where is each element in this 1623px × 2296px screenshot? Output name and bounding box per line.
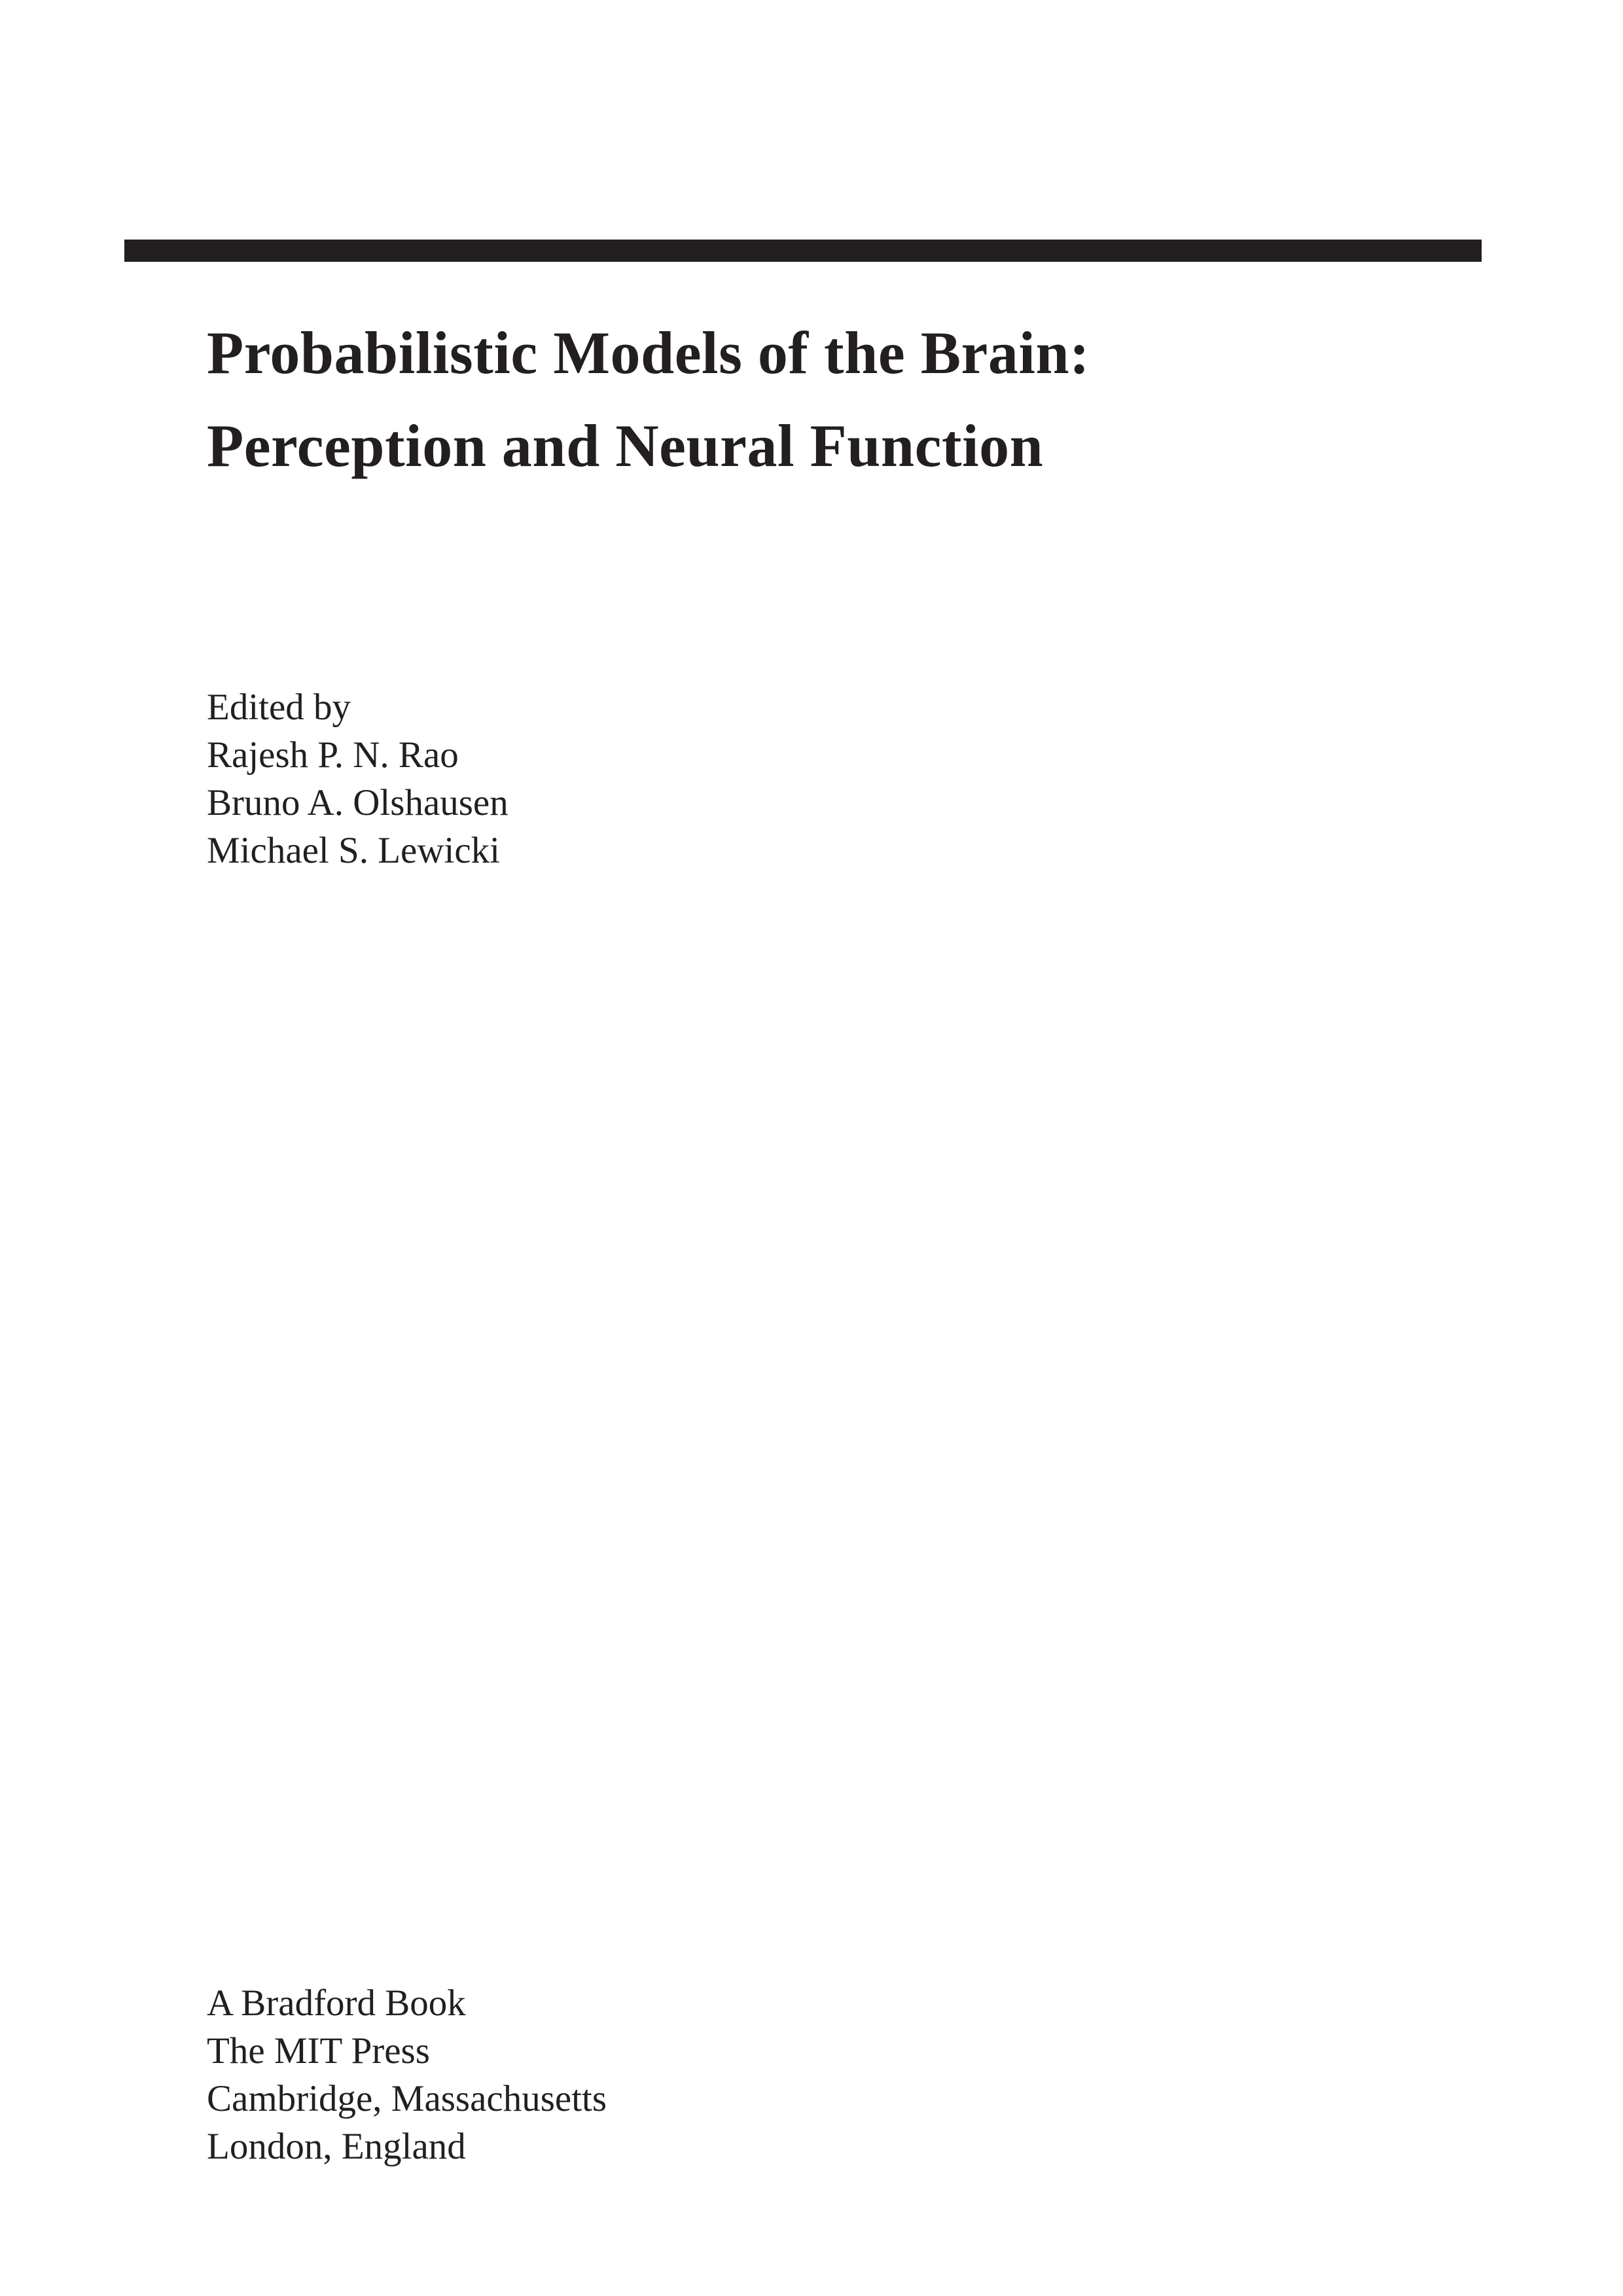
editor-name: Michael S. Lewicki (207, 830, 500, 871)
editor-name: Rajesh P. N. Rao (207, 734, 459, 776)
edited-by-label: Edited by (207, 687, 351, 728)
imprint-name: A Bradford Book (207, 1982, 466, 2024)
publisher-block (207, 1979, 1123, 2170)
editor-name: Bruno A. Olshausen (207, 782, 508, 823)
publisher-name: The MIT Press (207, 2030, 430, 2072)
book-title (207, 306, 1450, 492)
title-line-2: Perception and Neural Function (207, 412, 1044, 479)
title-line-1: Probabilistic Models of the Brain: (207, 319, 1090, 386)
editors-block (207, 683, 1123, 874)
publisher-location: London, England (207, 2126, 466, 2167)
publisher-location: Cambridge, Massachusetts (207, 2078, 607, 2119)
top-rule-bar (124, 240, 1482, 262)
